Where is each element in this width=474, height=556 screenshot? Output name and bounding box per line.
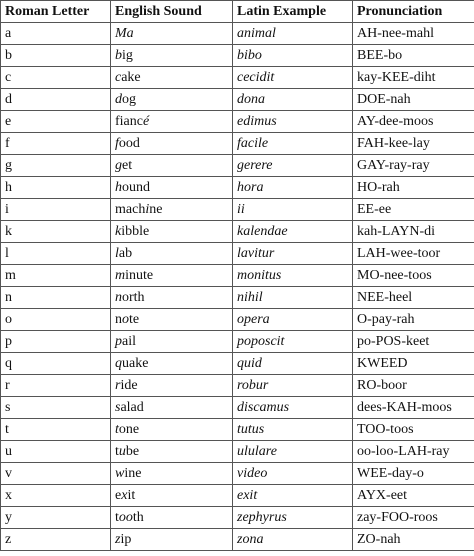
english-sound-suffix: ound	[122, 180, 150, 195]
header-row	[1, 1, 474, 23]
header-latin-example: Latin Example	[233, 1, 353, 23]
table-row	[1, 265, 474, 287]
english-sound-cell	[111, 397, 233, 419]
roman-letter-cell: l	[1, 243, 111, 265]
pronunciation-cell: DOE-nah	[353, 89, 474, 111]
pronunciation-cell: HO-rah	[353, 177, 474, 199]
english-sound-suffix: og	[122, 92, 136, 107]
latin-example-cell: cecidit	[233, 67, 353, 89]
english-sound-highlight: x	[121, 488, 128, 503]
pronunciation-cell: RO-boor	[353, 375, 474, 397]
english-sound-cell	[111, 485, 233, 507]
english-sound-cell	[111, 507, 233, 529]
pronunciation-cell: FAH-kee-lay	[353, 133, 474, 155]
english-sound-suffix: ide	[120, 378, 138, 393]
roman-letter-cell: y	[1, 507, 111, 529]
english-sound-cell	[111, 287, 233, 309]
latin-example-cell: robur	[233, 375, 353, 397]
latin-example-cell: opera	[233, 309, 353, 331]
english-sound-suffix: one	[118, 422, 140, 437]
english-sound-suffix: ip	[120, 532, 132, 547]
english-sound-highlight: r	[115, 378, 121, 393]
pronunciation-cell: GAY-ray-ray	[353, 155, 474, 177]
english-sound-highlight: p	[115, 334, 122, 349]
roman-letter-cell: b	[1, 45, 111, 67]
table-row	[1, 221, 474, 243]
english-sound-prefix: mach	[115, 202, 146, 217]
english-sound-cell	[111, 243, 233, 265]
english-sound-suffix: et	[122, 158, 133, 173]
english-sound-cell	[111, 265, 233, 287]
table-row	[1, 309, 474, 331]
english-sound-suffix: ne	[149, 202, 163, 217]
english-sound-cell	[111, 111, 233, 133]
roman-letter-cell: u	[1, 441, 111, 463]
english-sound-suffix: ab	[118, 246, 133, 261]
latin-example-cell: quid	[233, 353, 353, 375]
english-sound-cell	[111, 67, 233, 89]
english-sound-prefix: t	[115, 444, 119, 459]
english-sound-highlight: l	[115, 246, 119, 261]
english-sound-highlight: h	[115, 180, 122, 195]
table-row	[1, 353, 474, 375]
pronunciation-cell: dees-KAH-moos	[353, 397, 474, 419]
header-roman-letter: Roman Letter	[1, 1, 111, 23]
table-row	[1, 23, 474, 45]
english-sound-cell	[111, 133, 233, 155]
english-sound-cell	[111, 199, 233, 221]
english-sound-cell	[111, 441, 233, 463]
english-sound-highlight: k	[115, 224, 122, 239]
table-row	[1, 111, 474, 133]
pronunciation-cell: KWEED	[353, 353, 474, 375]
english-sound-suffix: ail	[122, 334, 136, 349]
english-sound-highlight: z	[115, 532, 121, 547]
latin-example-cell: discamus	[233, 397, 353, 419]
english-sound-prefix: fianc	[115, 114, 143, 129]
pronunciation-cell: ZO-nah	[353, 529, 474, 551]
table-row	[1, 463, 474, 485]
table-row	[1, 199, 474, 221]
english-sound-suffix: th	[132, 510, 144, 525]
pronunciation-cell: kah-LAYN-di	[353, 221, 474, 243]
english-sound-suffix: ood	[118, 136, 140, 151]
roman-letter-cell: t	[1, 419, 111, 441]
english-sound-cell	[111, 309, 233, 331]
roman-letter-cell: n	[1, 287, 111, 309]
latin-example-cell: ii	[233, 199, 353, 221]
roman-letter-cell: z	[1, 529, 111, 551]
roman-letter-cell: k	[1, 221, 111, 243]
roman-letter-cell: c	[1, 67, 111, 89]
english-sound-highlight: b	[115, 48, 122, 63]
english-sound-cell	[111, 529, 233, 551]
english-sound-suffix: orth	[122, 290, 145, 305]
latin-example-cell: zona	[233, 529, 353, 551]
pronunciation-cell: MO-nee-toos	[353, 265, 474, 287]
table-row	[1, 155, 474, 177]
pronunciation-cell: LAH-wee-toor	[353, 243, 474, 265]
latin-example-cell: zephyrus	[233, 507, 353, 529]
english-sound-highlight: o	[122, 312, 129, 327]
pronunciation-cell: WEE-day-o	[353, 463, 474, 485]
table-row	[1, 529, 474, 551]
english-sound-suffix: ig	[122, 48, 133, 63]
english-sound-suffix: alad	[120, 400, 144, 415]
table-header	[1, 1, 474, 23]
latin-example-cell: video	[233, 463, 353, 485]
roman-letter-cell: q	[1, 353, 111, 375]
english-sound-cell	[111, 221, 233, 243]
pronunciation-cell: AY-dee-moos	[353, 111, 474, 133]
table-row	[1, 375, 474, 397]
english-sound-highlight: Ma	[115, 26, 134, 41]
header-pronunciation: Pronunciation	[353, 1, 474, 23]
english-sound-highlight: s	[115, 400, 121, 415]
english-sound-suffix: te	[129, 312, 140, 327]
table-row	[1, 485, 474, 507]
latin-example-cell: gerere	[233, 155, 353, 177]
table-row	[1, 45, 474, 67]
roman-letter-cell: e	[1, 111, 111, 133]
english-sound-highlight: t	[115, 422, 119, 437]
latin-example-cell: lavitur	[233, 243, 353, 265]
english-sound-suffix: be	[125, 444, 140, 459]
english-sound-prefix: n	[115, 312, 122, 327]
english-sound-highlight: u	[118, 444, 126, 459]
table-row	[1, 441, 474, 463]
latin-example-cell: dona	[233, 89, 353, 111]
latin-example-cell: kalendae	[233, 221, 353, 243]
latin-example-cell: ululare	[233, 441, 353, 463]
table-row	[1, 89, 474, 111]
english-sound-highlight: q	[115, 356, 122, 371]
roman-letter-cell: a	[1, 23, 111, 45]
pronunciation-cell: zay-FOO-roos	[353, 507, 474, 529]
english-sound-highlight: n	[115, 290, 122, 305]
english-sound-highlight: c	[115, 70, 122, 85]
table-row	[1, 507, 474, 529]
latin-example-cell: animal	[233, 23, 353, 45]
table-row	[1, 397, 474, 419]
english-sound-suffix: inute	[125, 268, 154, 283]
latin-example-cell: edimus	[233, 111, 353, 133]
english-sound-cell	[111, 353, 233, 375]
table-body	[1, 23, 474, 551]
latin-example-cell: nihil	[233, 287, 353, 309]
english-sound-cell	[111, 23, 233, 45]
roman-letter-cell: x	[1, 485, 111, 507]
english-sound-cell	[111, 419, 233, 441]
english-sound-highlight: g	[115, 158, 122, 173]
english-sound-cell	[111, 155, 233, 177]
roman-letter-cell: i	[1, 199, 111, 221]
english-sound-suffix: it	[127, 488, 136, 503]
roman-letter-cell: h	[1, 177, 111, 199]
english-sound-highlight: oo	[118, 510, 133, 525]
roman-letter-cell: v	[1, 463, 111, 485]
table-row	[1, 287, 474, 309]
table-row	[1, 133, 474, 155]
english-sound-highlight: i	[145, 202, 150, 217]
english-sound-cell	[111, 375, 233, 397]
english-sound-highlight: é	[142, 114, 150, 129]
latin-example-cell: monitus	[233, 265, 353, 287]
latin-example-cell: hora	[233, 177, 353, 199]
roman-letter-cell: g	[1, 155, 111, 177]
english-sound-suffix: ibble	[121, 224, 150, 239]
english-sound-cell	[111, 463, 233, 485]
english-sound-cell	[111, 89, 233, 111]
english-sound-highlight: w	[115, 466, 125, 481]
table-row	[1, 243, 474, 265]
pronunciation-cell: EE-ee	[353, 199, 474, 221]
english-sound-highlight: m	[115, 268, 126, 283]
english-sound-prefix: t	[115, 510, 119, 525]
latin-example-cell: exit	[233, 485, 353, 507]
english-sound-cell	[111, 45, 233, 67]
roman-letter-cell: m	[1, 265, 111, 287]
pronunciation-cell: TOO-toos	[353, 419, 474, 441]
english-sound-suffix: ine	[124, 466, 142, 481]
table-row	[1, 177, 474, 199]
latin-example-cell: poposcit	[233, 331, 353, 353]
pronunciation-cell: AYX-eet	[353, 485, 474, 507]
english-sound-suffix: ake	[121, 70, 141, 85]
english-sound-prefix: e	[115, 488, 122, 503]
english-sound-highlight: d	[115, 92, 122, 107]
table-row	[1, 331, 474, 353]
pronunciation-cell: AH-nee-mahl	[353, 23, 474, 45]
pronunciation-cell: BEE-bo	[353, 45, 474, 67]
pronunciation-cell: oo-loo-LAH-ray	[353, 441, 474, 463]
roman-letter-cell: f	[1, 133, 111, 155]
english-sound-cell	[111, 331, 233, 353]
latin-example-cell: tutus	[233, 419, 353, 441]
pronunciation-cell: po-POS-keet	[353, 331, 474, 353]
latin-example-cell: bibo	[233, 45, 353, 67]
english-sound-highlight: f	[115, 136, 119, 151]
roman-letter-cell: o	[1, 309, 111, 331]
header-english-sound: English Sound	[111, 1, 233, 23]
table-row	[1, 67, 474, 89]
roman-letter-cell: r	[1, 375, 111, 397]
roman-letter-cell: d	[1, 89, 111, 111]
latin-example-cell: facile	[233, 133, 353, 155]
pronunciation-cell: kay-KEE-diht	[353, 67, 474, 89]
roman-letter-cell: s	[1, 397, 111, 419]
english-sound-cell	[111, 177, 233, 199]
roman-letter-cell: p	[1, 331, 111, 353]
table-row	[1, 419, 474, 441]
pronunciation-cell: O-pay-rah	[353, 309, 474, 331]
english-sound-suffix: uake	[122, 356, 149, 371]
pronunciation-cell: NEE-heel	[353, 287, 474, 309]
